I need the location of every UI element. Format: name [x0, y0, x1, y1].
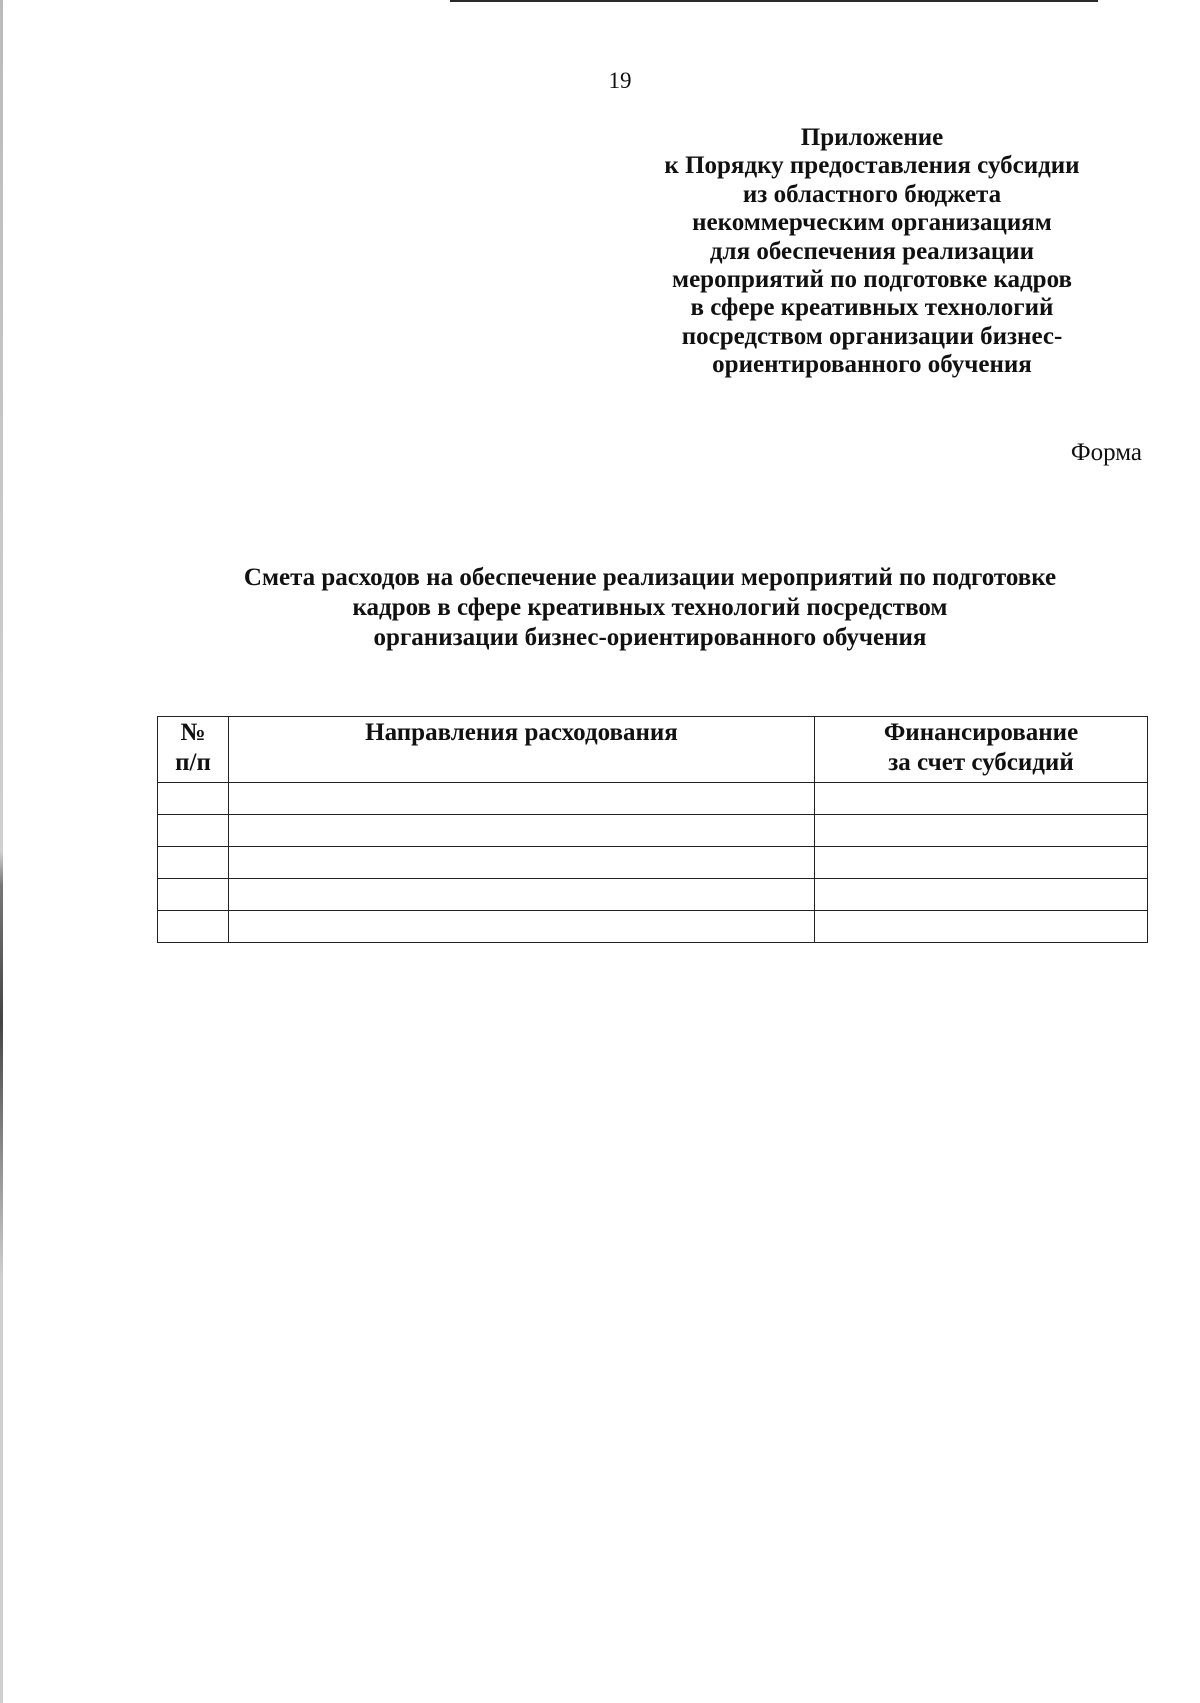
table-row — [158, 879, 1148, 911]
table-cell-number[interactable] — [158, 783, 229, 815]
table-header-row — [158, 717, 1148, 783]
table-cell-financing[interactable] — [815, 783, 1148, 815]
header-number-sign: № — [180, 719, 206, 746]
appendix-line: для обеспечения реализации — [709, 237, 1035, 265]
header-cell-direction — [229, 717, 815, 783]
table-cell-number[interactable] — [158, 879, 229, 911]
table-cell-number[interactable] — [158, 911, 229, 943]
appendix-line: посредством организации бизнес- — [681, 322, 1063, 350]
document-title-line: кадров в сфере креативных технологий посредством — [352, 594, 948, 621]
form-label: Форма — [1070, 439, 1142, 466]
table-cell-direction[interactable] — [229, 847, 815, 879]
document-title-line: организации бизнес-ориентированного обучения — [373, 624, 927, 651]
appendix-header — [620, 124, 1200, 380]
table-row — [158, 815, 1148, 847]
appendix-line: мероприятий по подготовке кадров — [672, 266, 1072, 294]
table-cell-financing[interactable] — [815, 847, 1148, 879]
appendix-line: к Порядку предоставления субсидии — [664, 152, 1080, 180]
table-cell-direction[interactable] — [229, 879, 815, 911]
appendix-line: ориентированного обучения — [712, 351, 1032, 379]
header-cell-financing — [815, 717, 1148, 783]
header-financing-sublabel: за счет субсидий — [888, 749, 1074, 776]
table-cell-direction[interactable] — [229, 911, 815, 943]
appendix-line: некоммерческим организациям — [692, 209, 1052, 237]
table-cell-number[interactable] — [158, 815, 229, 847]
header-direction-label: Направления расходования — [365, 719, 678, 746]
budget-table — [157, 716, 1148, 943]
table-cell-financing[interactable] — [815, 815, 1148, 847]
page-number: 19 — [608, 68, 632, 93]
table-row — [158, 847, 1148, 879]
header-cell-number — [158, 717, 229, 783]
table-cell-financing[interactable] — [815, 879, 1148, 911]
table-cell-number[interactable] — [158, 847, 229, 879]
table-cell-financing[interactable] — [815, 911, 1148, 943]
table-row — [158, 783, 1148, 815]
scan-left-edge-shadow — [0, 0, 3, 1703]
table-row — [158, 911, 1148, 943]
appendix-line-title: Приложение — [800, 124, 944, 151]
appendix-line: в сфере креативных технологий — [690, 294, 1054, 322]
scan-top-edge-line — [450, 0, 1098, 2]
table-cell-direction[interactable] — [229, 783, 815, 815]
document-title — [150, 563, 1150, 653]
header-number-abbrev: п/п — [175, 749, 211, 776]
document-title-line: Смета расходов на обеспечение реализации мероприятий по подготовке — [243, 564, 1057, 591]
header-financing-label: Финансирование — [883, 719, 1079, 746]
table-cell-direction[interactable] — [229, 815, 815, 847]
appendix-line: из областного бюджета — [742, 180, 1002, 208]
